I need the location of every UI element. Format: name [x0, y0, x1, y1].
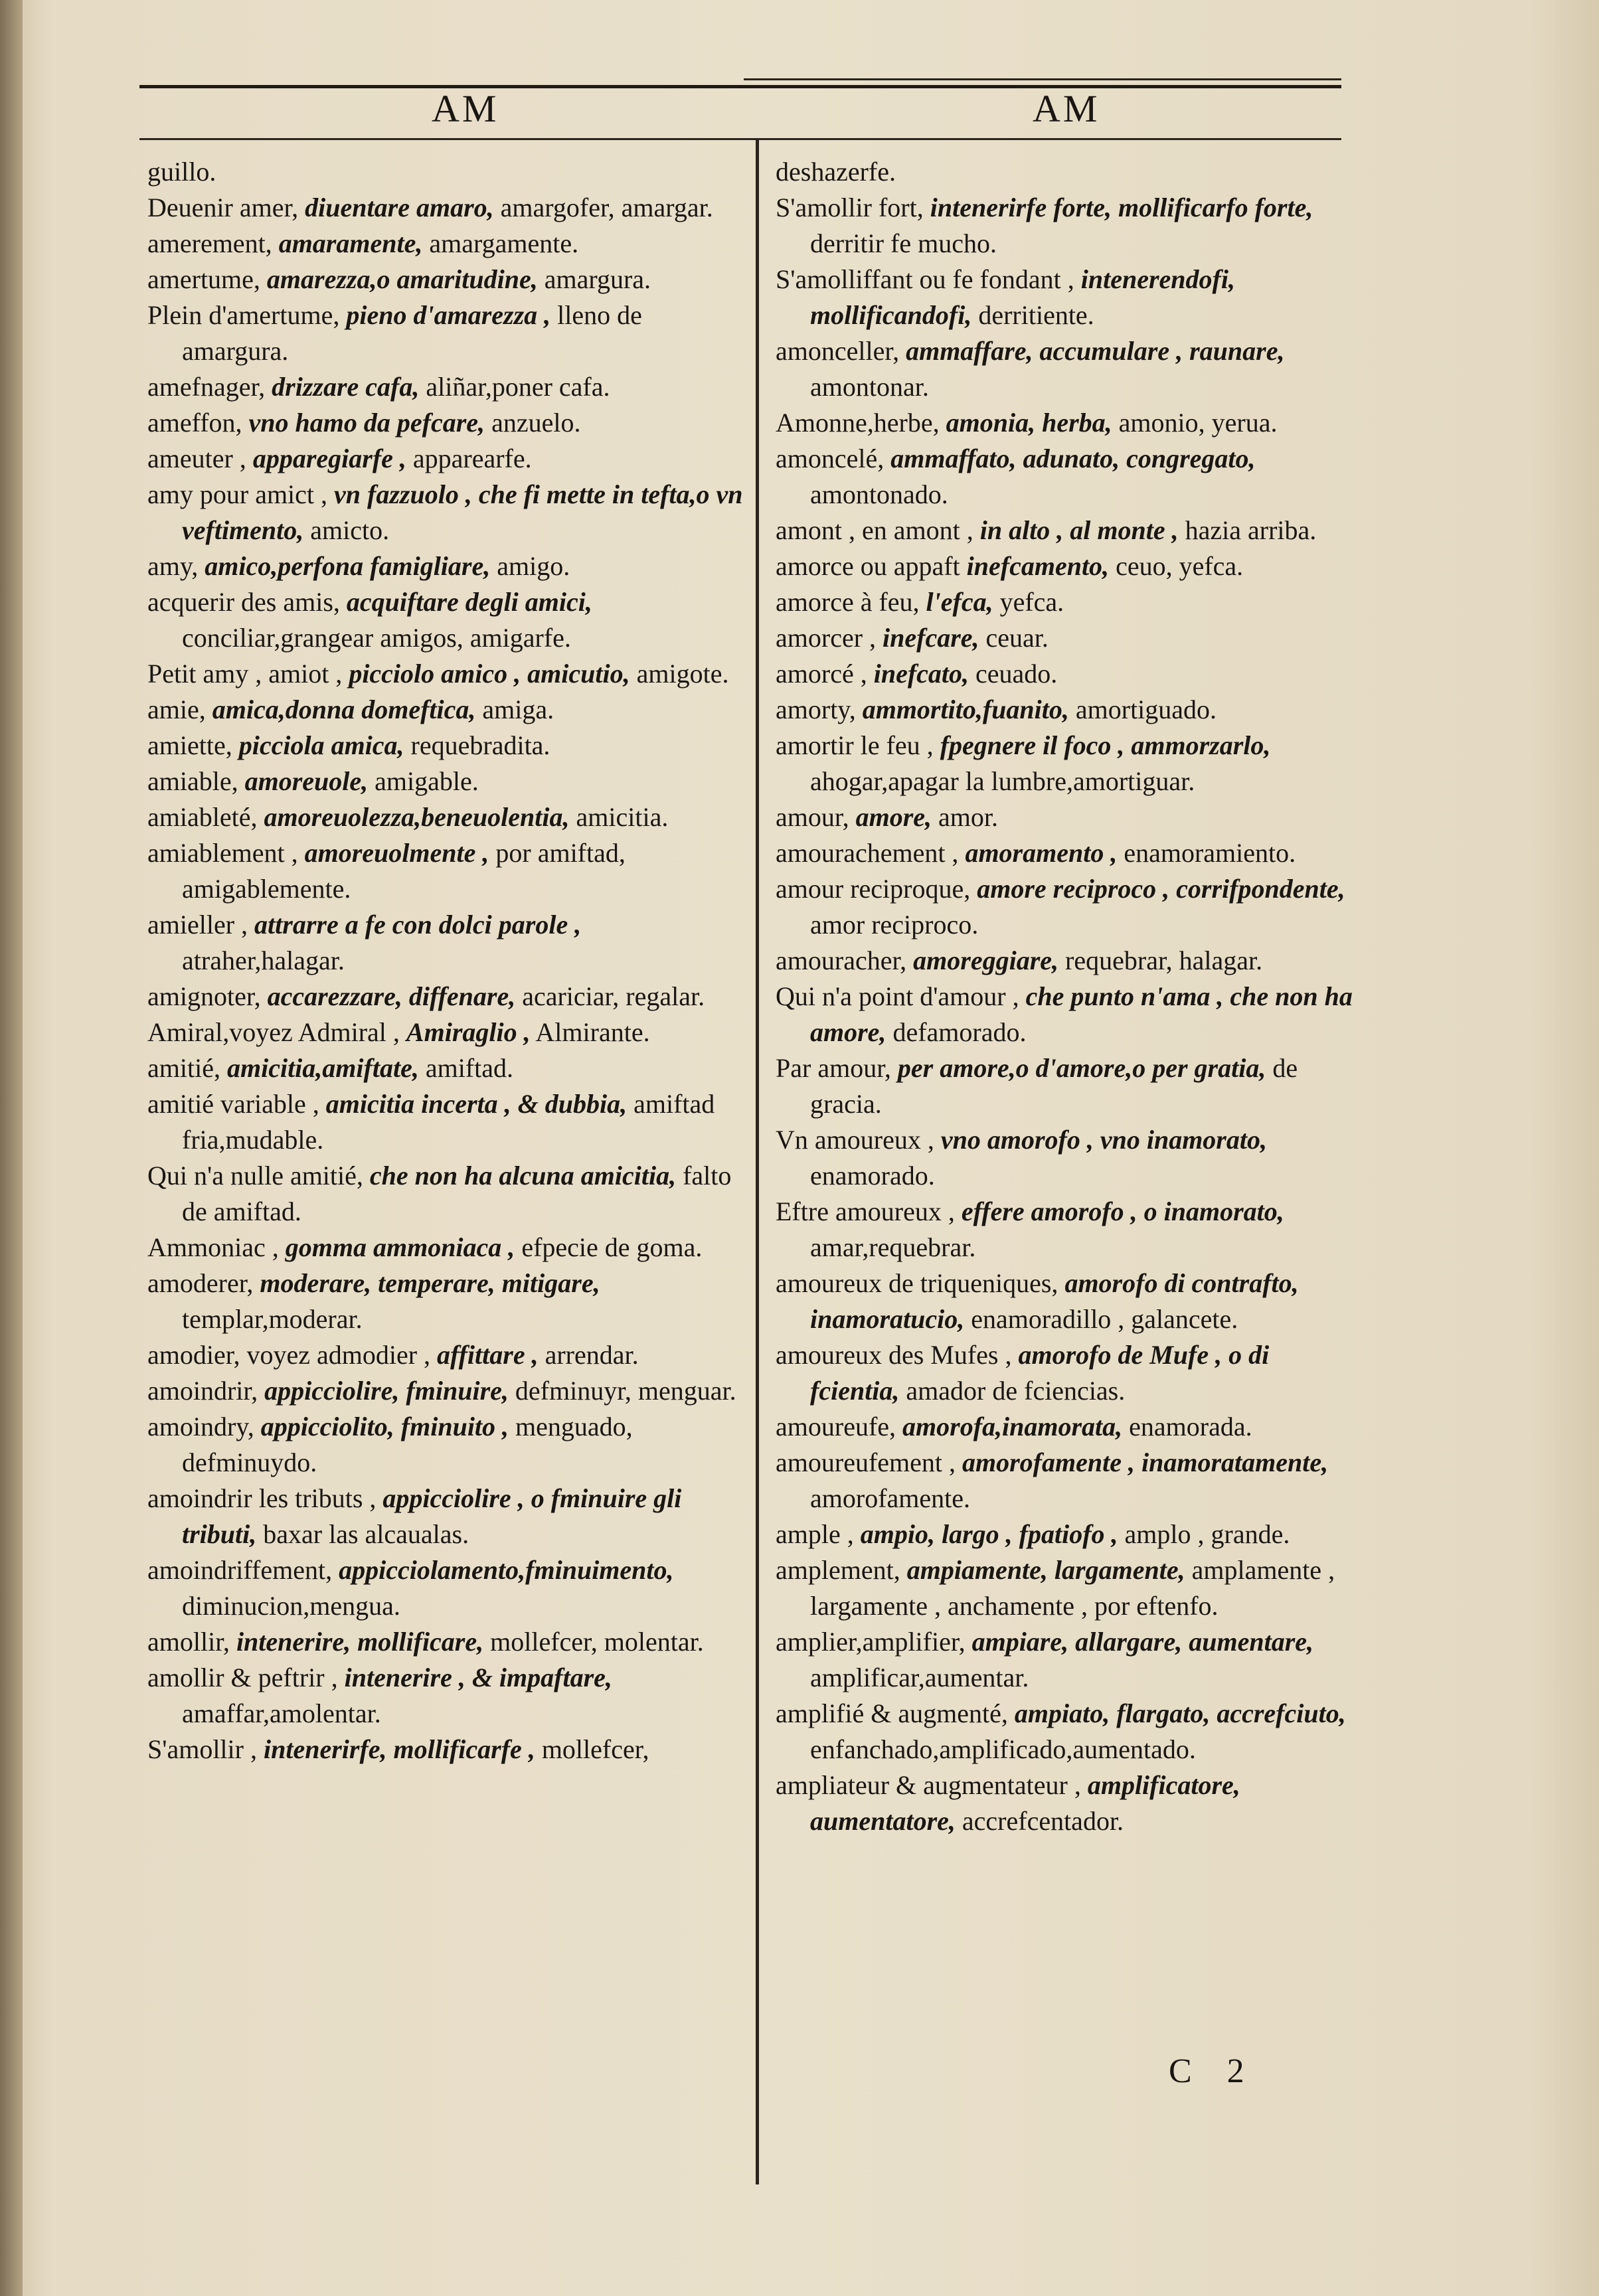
entry-french: amour, [776, 802, 849, 832]
entry-italian: inefcato, [873, 659, 969, 689]
entry-italian: amaramente, [278, 228, 423, 258]
entry-french: Amonne,herbe, [776, 408, 940, 438]
entry-french: amoureufement , [776, 1447, 956, 1477]
entry-french: amie, [147, 695, 206, 724]
dictionary-entry [147, 1552, 745, 1624]
top-rule [139, 85, 1341, 88]
entry-spanish: de gracia. [810, 1053, 1298, 1119]
entry-italian: acquiftare degli amici, [346, 587, 592, 617]
entry-italian: amica,donna domeftica, [212, 695, 476, 724]
entry-french: amertume, [147, 264, 260, 294]
entry-french: amorty, [776, 695, 856, 724]
entry-french: Plein d'amertume, [147, 300, 340, 330]
entry-italian: appicciolire , o fminuire gli tributi, [182, 1483, 682, 1549]
entry-french: amignoter, [147, 981, 261, 1011]
dictionary-entry [776, 333, 1360, 405]
entry-french: amourachement , [776, 838, 959, 868]
entry-italian: amicitia incerta , & dubbia, [325, 1089, 628, 1119]
entry-spanish: falto de amiftad. [182, 1161, 732, 1226]
entry-spanish: amar,requebrar. [810, 1232, 976, 1262]
dictionary-entry [776, 1517, 1360, 1552]
entry-italian: picciolo amico , amicutio, [349, 659, 630, 689]
entry-italian: amicitia,amiftate, [226, 1053, 419, 1083]
entry-french: amoindriffement, [147, 1555, 333, 1585]
entry-french: amiette, [147, 730, 232, 760]
dictionary-entry [147, 692, 745, 728]
dictionary-entry [776, 620, 1360, 656]
entry-italian: intenerirfe forte, mollificarfo forte, [930, 193, 1313, 222]
dictionary-entry [147, 1732, 745, 1767]
entry-spanish: accrefcentador. [962, 1806, 1124, 1836]
entry-french: ameuter , [147, 444, 246, 473]
dictionary-entry [776, 1767, 1360, 1839]
entry-french: amoureufe, [776, 1412, 896, 1441]
entry-french: Amiral,voyez Admiral , [147, 1017, 400, 1047]
entry-spanish: defamorado. [892, 1017, 1027, 1047]
entry-italian: ampiamente, largamente, [906, 1555, 1185, 1585]
dictionary-entry [147, 262, 745, 297]
entry-spanish: templar,moderar. [182, 1304, 363, 1334]
entry-french: amorce ou appaft [776, 551, 960, 581]
dictionary-entry [147, 477, 745, 548]
entry-french: Petit amy , amiot , [147, 659, 343, 689]
dictionary-entry [147, 405, 745, 441]
entry-french: amplier,amplifier, [776, 1627, 966, 1657]
entry-french: amorcer , [776, 623, 877, 653]
dictionary-entry [776, 262, 1360, 333]
dictionary-entry [147, 1481, 745, 1552]
entry-italian: amoramento , [965, 838, 1118, 868]
entry-spanish: requebrar, halagar. [1065, 945, 1263, 975]
entry-french: acquerir des amis, [147, 587, 340, 617]
dictionary-entry [776, 441, 1360, 513]
dictionary-entry [776, 405, 1360, 441]
entry-italian: amico,perfona famigliare, [205, 551, 491, 581]
dictionary-entry [147, 1337, 745, 1373]
dictionary-entry [147, 764, 745, 799]
entry-french: amplifié & augmenté, [776, 1698, 1008, 1728]
entry-spanish: efpecie de goma. [521, 1232, 703, 1262]
entry-french: ampliateur & augmentateur , [776, 1770, 1081, 1800]
entry-spanish: amiftad. [425, 1053, 513, 1083]
signature-mark: C 2 [1169, 2052, 1258, 2090]
entry-spanish: mollefcer, molentar. [490, 1627, 704, 1657]
entry-italian: intenerendofi, mollificandofi, [810, 264, 1235, 330]
entry-spanish: amontonar. [810, 372, 929, 402]
entry-spanish: amigote. [636, 659, 729, 689]
entry-spanish: arrendar. [545, 1340, 639, 1370]
entry-spanish: enamoradillo , galancete. [971, 1304, 1238, 1334]
dictionary-entry [776, 190, 1360, 262]
entry-spanish: por amiftad, amigablemente. [182, 838, 626, 904]
entry-spanish: amicitia. [576, 802, 669, 832]
entry-spanish: requebradita. [410, 730, 550, 760]
entry-italian: drizzare cafa, [272, 372, 420, 402]
entry-french: amerement, [147, 228, 272, 258]
entry-italian: moderare, temperare, mitigare, [260, 1268, 600, 1298]
entry-french: amont , en amont , [776, 515, 973, 545]
entry-french: amplement, [776, 1555, 900, 1585]
entry-french: Eftre amoureux , [776, 1196, 955, 1226]
entry-italian: vno hamo da pefcare, [248, 408, 485, 438]
entry-french: ameffon, [147, 408, 242, 438]
running-head-right: AM [1033, 87, 1100, 130]
column-divider [756, 139, 759, 2184]
dictionary-entry [776, 154, 1360, 190]
dictionary-entry [147, 584, 745, 656]
entry-french: Deuenir amer, [147, 193, 299, 222]
entry-spanish: amargura. [544, 264, 651, 294]
dictionary-entry [776, 1445, 1360, 1517]
dictionary-entry [776, 1409, 1360, 1445]
entry-french: amoureux des Mufes , [776, 1340, 1012, 1370]
entry-italian: amoreuolezza,beneuolentia, [264, 802, 570, 832]
entry-spanish: deshazerfe. [776, 157, 896, 187]
entry-spanish: diminucion,mengua. [182, 1591, 400, 1621]
dictionary-entry [147, 656, 745, 692]
entry-italian: che non ha alcuna amicitia, [369, 1161, 677, 1190]
entry-spanish: enamorada. [1129, 1412, 1252, 1441]
right-column [776, 154, 1360, 1839]
entry-french: amoderer, [147, 1268, 254, 1298]
dictionary-entry [147, 1015, 745, 1050]
entry-french: ample , [776, 1519, 854, 1549]
dictionary-entry [147, 979, 745, 1015]
dictionary-entry [147, 154, 745, 190]
dictionary-entry [776, 1122, 1360, 1194]
entry-french: amoindry, [147, 1412, 254, 1441]
entry-italian: inefcare, [883, 623, 979, 653]
entry-italian: accarezzare, diffenare, [267, 981, 516, 1011]
entry-italian: appicciolire, fminuire, [264, 1376, 509, 1406]
entry-spanish: lleno de amargura. [182, 300, 642, 366]
entry-italian: ammortito,fuanito, [862, 695, 1069, 724]
dictionary-entry [776, 835, 1360, 871]
dictionary-entry [776, 584, 1360, 620]
dictionary-entry [776, 728, 1360, 799]
entry-italian: intenerire , & impaftare, [344, 1663, 612, 1692]
entry-french: amoindrir, [147, 1376, 258, 1406]
entry-italian: intenerire, mollificare, [236, 1627, 484, 1657]
entry-italian: amorofo de Mufe , o di fcientia, [810, 1340, 1270, 1406]
dictionary-entry [776, 799, 1360, 835]
entry-french: amonceller, [776, 336, 900, 366]
dictionary-entry [776, 548, 1360, 584]
entry-spanish: amortiguado. [1075, 695, 1217, 724]
entry-french: amiablement , [147, 838, 298, 868]
entry-italian: appicciolito, fminuito , [260, 1412, 509, 1441]
entry-spanish: amador de fciencias. [906, 1376, 1126, 1406]
dictionary-entry [147, 1373, 745, 1409]
entry-french: amefnager, [147, 372, 266, 402]
entry-italian: attrarre a fe con dolci parole , [254, 910, 582, 940]
entry-spanish: amicto. [310, 515, 390, 545]
entry-spanish: amontonado. [810, 479, 948, 509]
dictionary-entry [776, 1552, 1360, 1624]
entry-italian: Amiraglio , [406, 1017, 531, 1047]
dictionary-entry [776, 943, 1360, 979]
entry-french: amorcé , [776, 659, 867, 689]
entry-spanish: ceuado. [975, 659, 1058, 689]
entry-spanish: conciliar,grangear amigos, amigarfe. [182, 623, 571, 653]
entry-italian: l'efca, [926, 587, 993, 617]
dictionary-entry [147, 1409, 745, 1481]
entry-spanish: acariciar, regalar. [522, 981, 705, 1011]
entry-italian: amoreuole, [244, 766, 369, 796]
entry-french: amorce à feu, [776, 587, 920, 617]
entry-french: Qui n'a point d'amour , [776, 981, 1019, 1011]
entry-french: Ammoniac , [147, 1232, 279, 1262]
entry-french: amy, [147, 551, 199, 581]
entry-italian: picciola amica, [238, 730, 404, 760]
entry-spanish: anzuelo. [491, 408, 581, 438]
entry-spanish: enamorado. [810, 1161, 935, 1190]
entry-spanish: amonio, yerua. [1118, 408, 1278, 438]
entry-italian: affittare , [437, 1340, 539, 1370]
entry-spanish: amaffar,amolentar. [182, 1698, 381, 1728]
dictionary-entry [147, 1624, 745, 1660]
entry-spanish: Almirante. [535, 1017, 650, 1047]
entry-spanish: amargofer, amargar. [500, 193, 713, 222]
dictionary-entry [776, 871, 1360, 943]
entry-french: amoureux de triqueniques, [776, 1268, 1058, 1298]
dictionary-entry [776, 1266, 1360, 1337]
dictionary-entry [776, 1696, 1360, 1767]
entry-italian: amoreuolmente , [304, 838, 489, 868]
dictionary-entry [147, 907, 745, 979]
entry-italian: effere amorofo , o inamorato, [961, 1196, 1284, 1226]
dictionary-entry [147, 1050, 745, 1086]
dictionary-entry [147, 1158, 745, 1230]
entry-italian: amoreggiare, [913, 945, 1059, 975]
dictionary-entry [147, 1230, 745, 1266]
book-binding [0, 0, 23, 2296]
entry-italian: ammaffato, adunato, congregato, [890, 444, 1256, 473]
dictionary-entry [147, 1660, 745, 1732]
dictionary-entry [147, 190, 745, 226]
dictionary-entry [147, 441, 745, 477]
entry-french: Qui n'a nulle amitié, [147, 1161, 363, 1190]
entry-spanish: amiftad fria,mudable. [182, 1089, 715, 1155]
entry-french: amiableté, [147, 802, 258, 832]
entry-italian: amplificatore, aumentatore, [810, 1770, 1240, 1836]
dictionary-entry [776, 513, 1360, 548]
entry-french: S'amollir , [147, 1734, 257, 1764]
entry-spanish: enamoramiento. [1124, 838, 1296, 868]
entry-spanish: amorofamente. [810, 1483, 970, 1513]
entry-french: amour reciproque, [776, 874, 971, 904]
entry-italian: ampio, largo , fpatiofo , [860, 1519, 1118, 1549]
entry-french: amollir, [147, 1627, 230, 1657]
entry-italian: vno amorofo , vno inamorato, [940, 1125, 1267, 1155]
entry-spanish: atraher,halagar. [182, 945, 345, 975]
entry-italian: ampiato, flargato, accrefciuto, [1014, 1698, 1346, 1728]
entry-spanish: amiga. [482, 695, 554, 724]
dictionary-entry [776, 1194, 1360, 1266]
entry-italian: amore reciproco , corrifpondente, [977, 874, 1345, 904]
entry-spanish: apparearfe. [412, 444, 532, 473]
entry-italian: ampiare, allargare, aumentare, [971, 1627, 1314, 1657]
entry-italian: appicciolamento,fminuimento, [339, 1555, 674, 1585]
entry-spanish: amplamente , largamente , anchamente , por eftenfo. [810, 1555, 1335, 1621]
entry-spanish: amigable. [375, 766, 479, 796]
entry-italian: diuentare amaro, [305, 193, 494, 222]
entry-spanish: amplo , grande. [1124, 1519, 1290, 1549]
entry-italian: per amore,o d'amore,o per gratia, [897, 1053, 1266, 1083]
entry-spanish: menguado, defminuydo. [182, 1412, 633, 1477]
entry-italian: amorofa,inamorata, [902, 1412, 1123, 1441]
entry-spanish: amplificar,aumentar. [810, 1663, 1029, 1692]
entry-french: amieller , [147, 910, 248, 940]
entry-spanish: aliñar,poner cafa. [426, 372, 610, 402]
entry-spanish: amor. [938, 802, 999, 832]
entry-spanish: amigo. [497, 551, 570, 581]
entry-french: Vn amoureux , [776, 1125, 934, 1155]
entry-spanish: enfanchado,amplificado,aumentado. [810, 1734, 1196, 1764]
entry-italian: amore, [855, 802, 932, 832]
header-rule [139, 138, 1341, 140]
entry-italian: pieno d'amarezza , [346, 300, 551, 330]
top-rule-secondary [744, 78, 1341, 80]
entry-spanish: ceuo, yefca. [1116, 551, 1244, 581]
dictionary-entry [776, 656, 1360, 692]
dictionary-entry [776, 692, 1360, 728]
dictionary-entry [147, 369, 745, 405]
dictionary-entry [147, 548, 745, 584]
entry-italian: che punto n'ama , che non ha amore, [810, 981, 1353, 1047]
entry-french: amoindrir les tributs , [147, 1483, 377, 1513]
entry-french: amouracher, [776, 945, 907, 975]
entry-spanish: defminuyr, menguar. [515, 1376, 736, 1406]
dictionary-entry [147, 728, 745, 764]
dictionary-entry [776, 1050, 1360, 1122]
entry-italian: amorofo di contrafto, inamoratucio, [810, 1268, 1299, 1334]
dictionary-entry [147, 226, 745, 262]
dictionary-entry [147, 799, 745, 835]
entry-italian: amorofamente , inamoratamente, [962, 1447, 1329, 1477]
entry-french: amitié variable , [147, 1089, 319, 1119]
dictionary-entry [776, 1337, 1360, 1409]
entry-italian: intenerirfe, mollificarfe , [263, 1734, 535, 1764]
entry-french: S'amollir fort, [776, 193, 924, 222]
entry-italian: apparegiarfe , [252, 444, 406, 473]
entry-spanish: amor reciproco. [810, 910, 979, 940]
entry-italian: amonia, herba, [946, 408, 1112, 438]
left-column [147, 154, 745, 1767]
entry-french: Par amour, [776, 1053, 891, 1083]
entry-spanish: baxar las alcaualas. [263, 1519, 469, 1549]
entry-italian: ammaffare, accumulare , raunare, [906, 336, 1285, 366]
dictionary-entry [147, 1266, 745, 1337]
dictionary-entry [776, 979, 1360, 1050]
entry-spanish: yefca. [999, 587, 1064, 617]
dictionary-entry [147, 297, 745, 369]
entry-spanish: ceuar. [985, 623, 1049, 653]
entry-french: amodier, voyez admodier , [147, 1340, 431, 1370]
entry-french: amollir & peftrir , [147, 1663, 338, 1692]
entry-italian: vn fazzuolo , che fi mette in tefta,o vn veftimento, [182, 479, 743, 545]
entry-french: amy pour amict , [147, 479, 328, 509]
entry-french: guillo. [147, 157, 216, 187]
dictionary-entry [147, 835, 745, 907]
entry-italian: inefcamento, [966, 551, 1110, 581]
entry-spanish: mollefcer, [541, 1734, 649, 1764]
entry-italian: gomma ammoniaca , [285, 1232, 515, 1262]
entry-italian: fpegnere il foco , ammorzarlo, [940, 730, 1271, 760]
running-head-left: AM [432, 87, 499, 130]
entry-spanish: derritiente. [978, 300, 1094, 330]
entry-spanish: hazia arriba. [1185, 515, 1317, 545]
entry-french: S'amolliffant ou fe fondant , [776, 264, 1074, 294]
entry-french: amortir le feu , [776, 730, 934, 760]
entry-spanish: derritir fe mucho. [810, 228, 997, 258]
entry-italian: in alto , al monte , [979, 515, 1179, 545]
entry-french: amoncelé, [776, 444, 884, 473]
entry-spanish: amargamente. [429, 228, 579, 258]
dictionary-entry [147, 1086, 745, 1158]
entry-spanish: ahogar,apagar la lumbre,amortiguar. [810, 766, 1195, 796]
dictionary-entry [776, 1624, 1360, 1696]
entry-french: amitié, [147, 1053, 220, 1083]
entry-italian: amarezza,o amaritudine, [266, 264, 538, 294]
entry-french: amiable, [147, 766, 238, 796]
